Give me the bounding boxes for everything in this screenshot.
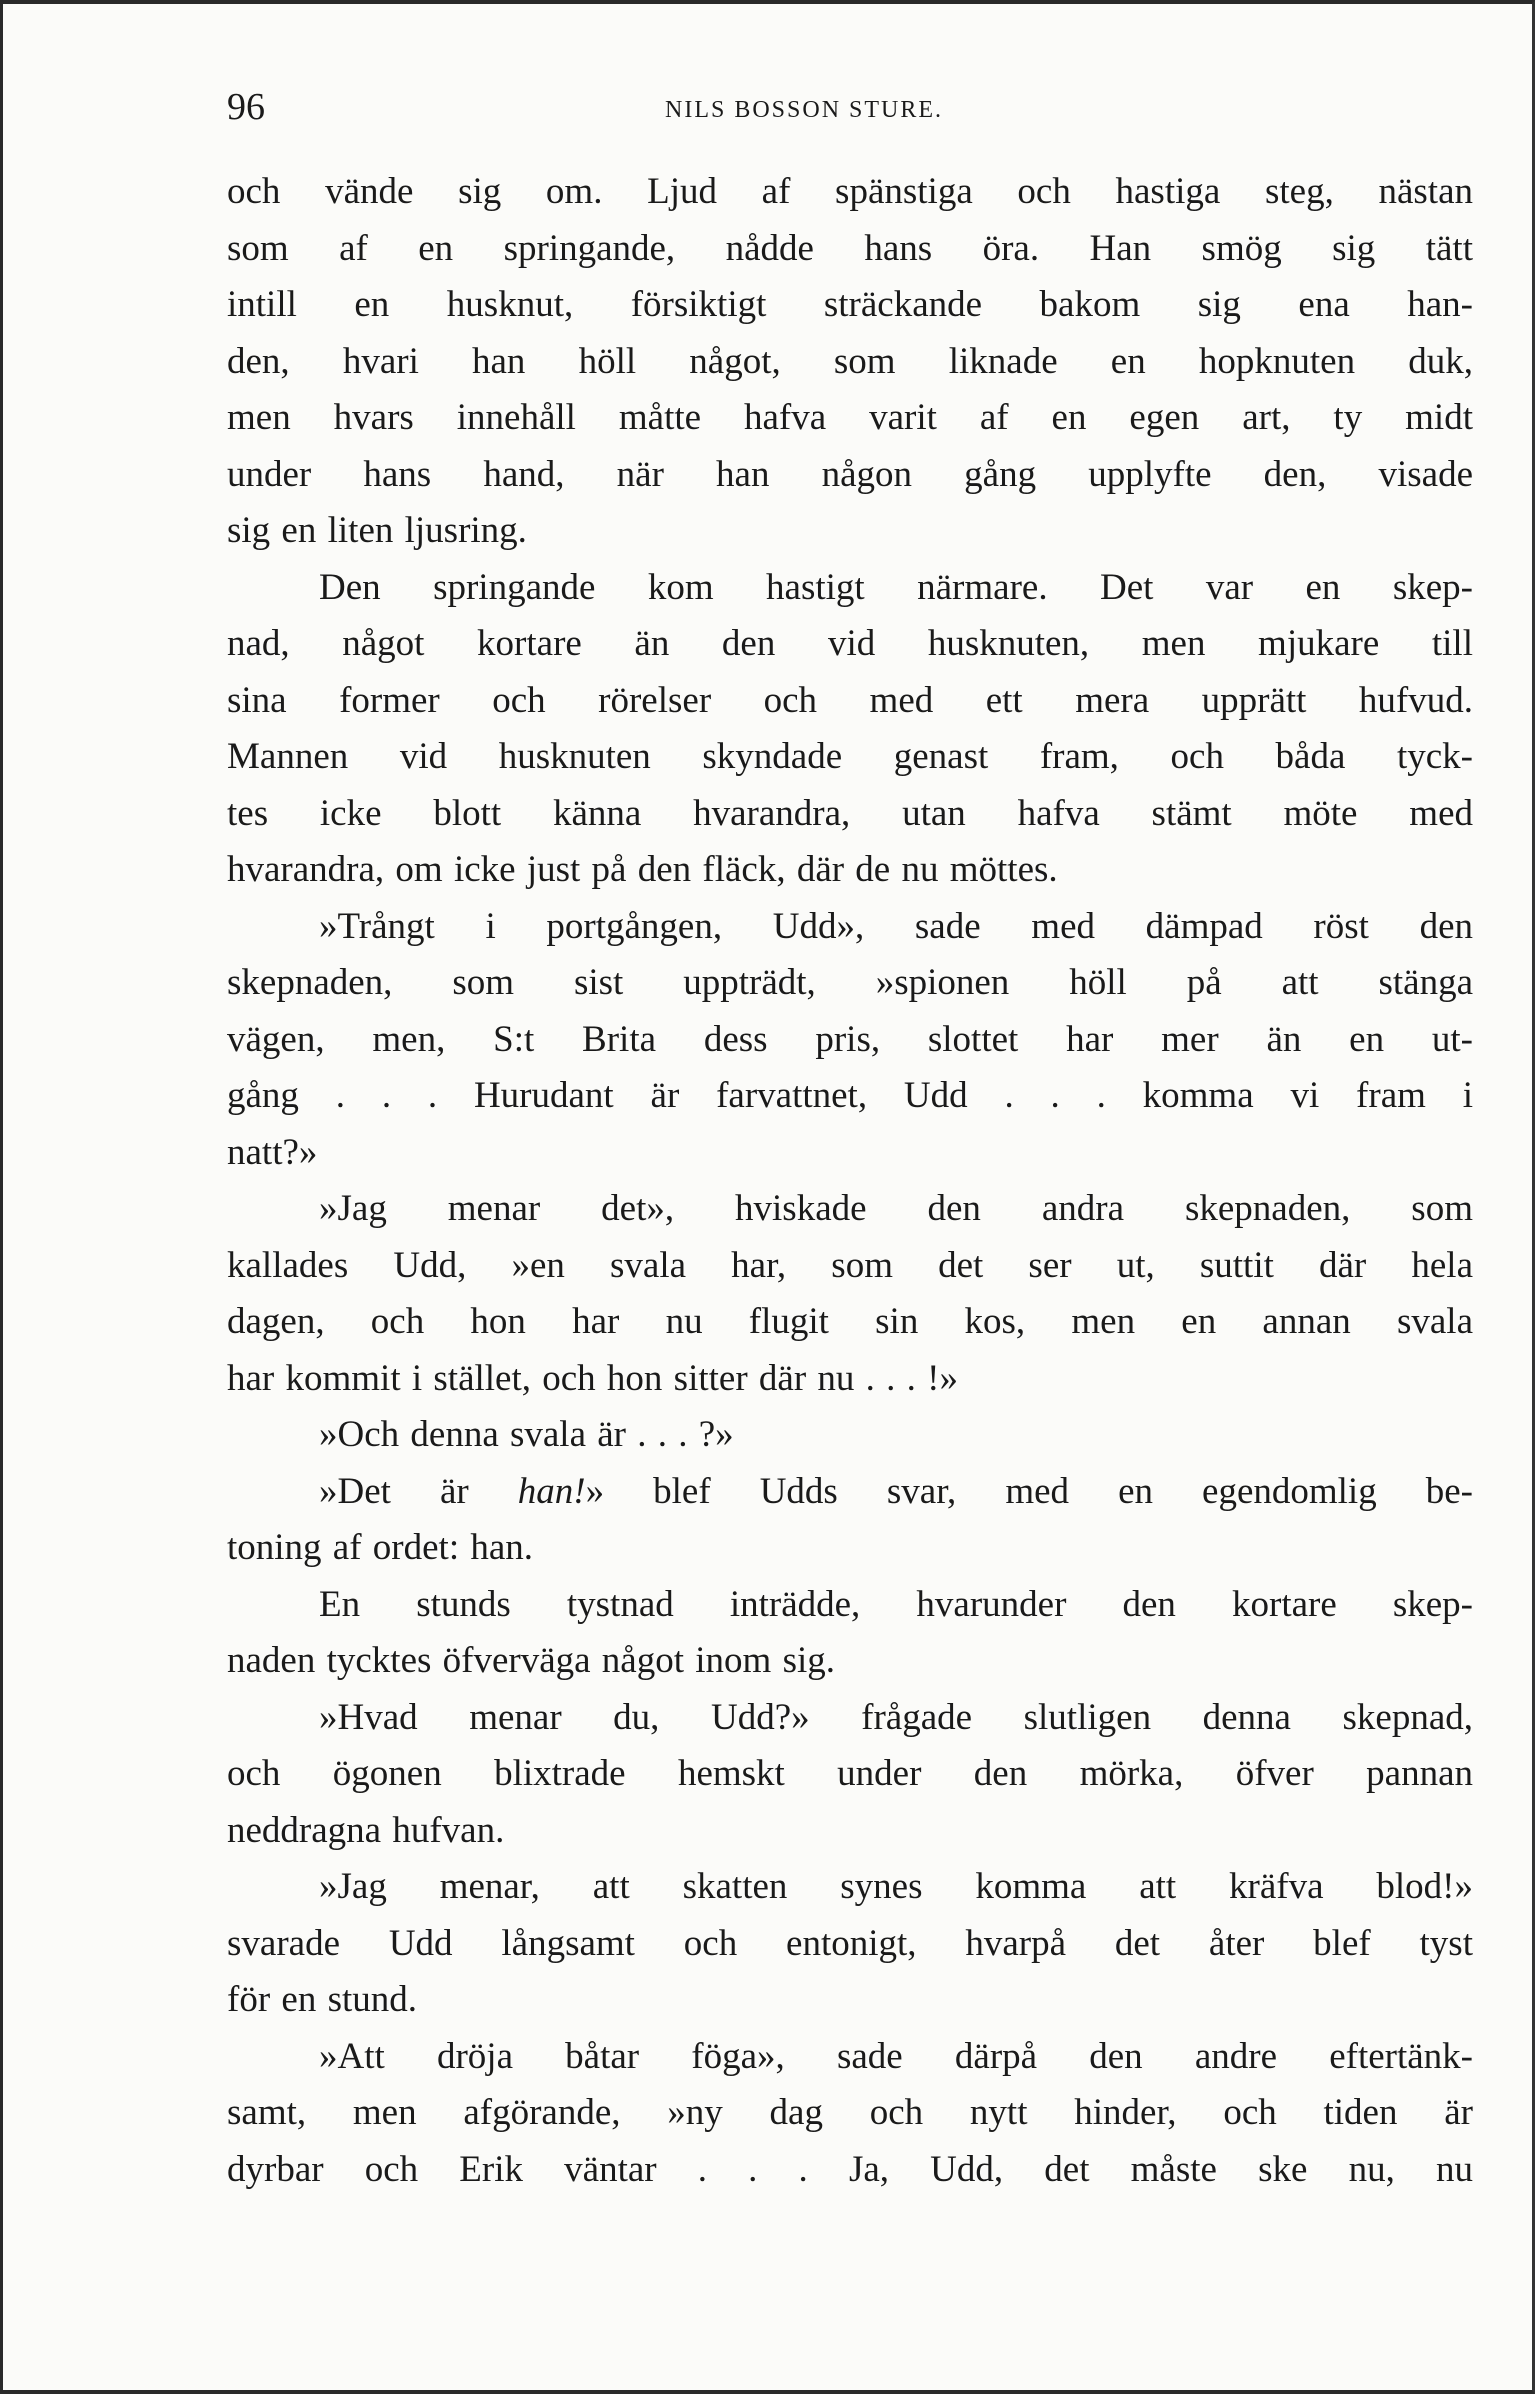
text-line: har kommit i stället, och hon sitter där nu . . . !» <box>227 1357 958 1399</box>
text-line: tes icke blott känna hvarandra, utan hafva stämt möte med <box>227 792 1473 834</box>
text-line: neddragna hufvan. <box>227 1809 505 1851</box>
text-line: som af en springande, nådde hans öra. Han smög sig tätt <box>227 227 1473 269</box>
text-segment: » blef Udds svar, med en egendomlig be- <box>585 1470 1474 1512</box>
text-line: »Jag menar, att skatten synes komma att kräfva blod!» <box>319 1866 1473 1907</box>
text-line: den, hvari han höll något, som liknade en hopknuten duk, <box>227 340 1473 382</box>
running-title: NILS BOSSON STURE. <box>665 97 944 123</box>
body-text <box>227 164 1473 2198</box>
text-line: vägen, men, S:t Brita dess pris, slottet har mer än en ut- <box>227 1018 1473 1060</box>
text-line: men hvars innehåll måtte hafva varit af en egen art, ty midt <box>227 397 1473 438</box>
text-line: nad, något kortare än den vid husknuten, men mjukare till <box>227 623 1473 664</box>
text-line: dyrbar och Erik väntar . . . Ja, Udd, det måste ske nu, nu <box>227 2148 1473 2190</box>
text-line: samt, men afgörande, »ny dag och nytt hinder, och tiden är <box>227 2092 1473 2133</box>
text-line: »Och denna svala är . . . ?» <box>319 1414 734 1455</box>
text-line: Mannen vid husknuten skyndade genast fram, och båda tyck- <box>227 736 1473 777</box>
page-number: 96 <box>227 86 265 128</box>
text-line-with-emphasis <box>227 1464 1473 1521</box>
text-line: naden tycktes öfverväga något inom sig. <box>227 1640 835 1681</box>
text-line: »Hvad menar du, Udd?» frågade slutligen denna skepnad, <box>319 1696 1473 1738</box>
emphasized-word: han! <box>517 1470 586 1512</box>
text-line: och vände sig om. Ljud af spänstiga och hastiga steg, nästan <box>227 171 1473 212</box>
text-line: sig en liten ljusring. <box>227 510 527 551</box>
text-line: och ögonen blixtrade hemskt under den mörka, öfver pannan <box>227 1753 1473 1794</box>
text-line: sina former och rörelser och med ett mera upprätt hufvud. <box>227 679 1473 721</box>
text-line: Den springande kom hastigt närmare. Det var en skep- <box>319 566 1473 608</box>
text-segment: »Det är <box>319 1470 518 1512</box>
running-head <box>227 82 1473 132</box>
text-line: natt?» <box>227 1131 318 1173</box>
text-line: dagen, och hon har nu flugit sin kos, men en annan svala <box>227 1301 1473 1342</box>
text-line: »Trångt i portgången, Udd», sade med dämpad röst den <box>319 905 1473 947</box>
text-line: »Att dröja båtar föga», sade därpå den andre eftertänk- <box>319 2035 1473 2077</box>
text-line: intill en husknut, försiktigt sträckande bakom sig ena han- <box>227 284 1473 325</box>
text-line: under hans hand, när han någon gång upplyfte den, visade <box>227 453 1473 495</box>
text-line: för en stund. <box>227 1979 417 2020</box>
text-line: En stunds tystnad inträdde, hvarunder den kortare skep- <box>319 1583 1473 1625</box>
text-line: hvarandra, om icke just på den fläck, där de nu möttes. <box>227 849 1058 890</box>
text-line: gång . . . Hurudant är farvattnet, Udd . . . komma vi fram i <box>227 1075 1473 1116</box>
text-line: toning af ordet: han. <box>227 1527 534 1568</box>
text-line: kallades Udd, »en svala har, som det ser ut, suttit där hela <box>227 1244 1473 1286</box>
text-line: skepnaden, som sist uppträdt, »spionen höll på att stänga <box>227 962 1473 1003</box>
text-line: svarade Udd långsamt och entonigt, hvarpå det åter blef tyst <box>227 1922 1473 1964</box>
text-line: »Jag menar det», hviskade den andra skepnaden, som <box>319 1188 1473 1229</box>
